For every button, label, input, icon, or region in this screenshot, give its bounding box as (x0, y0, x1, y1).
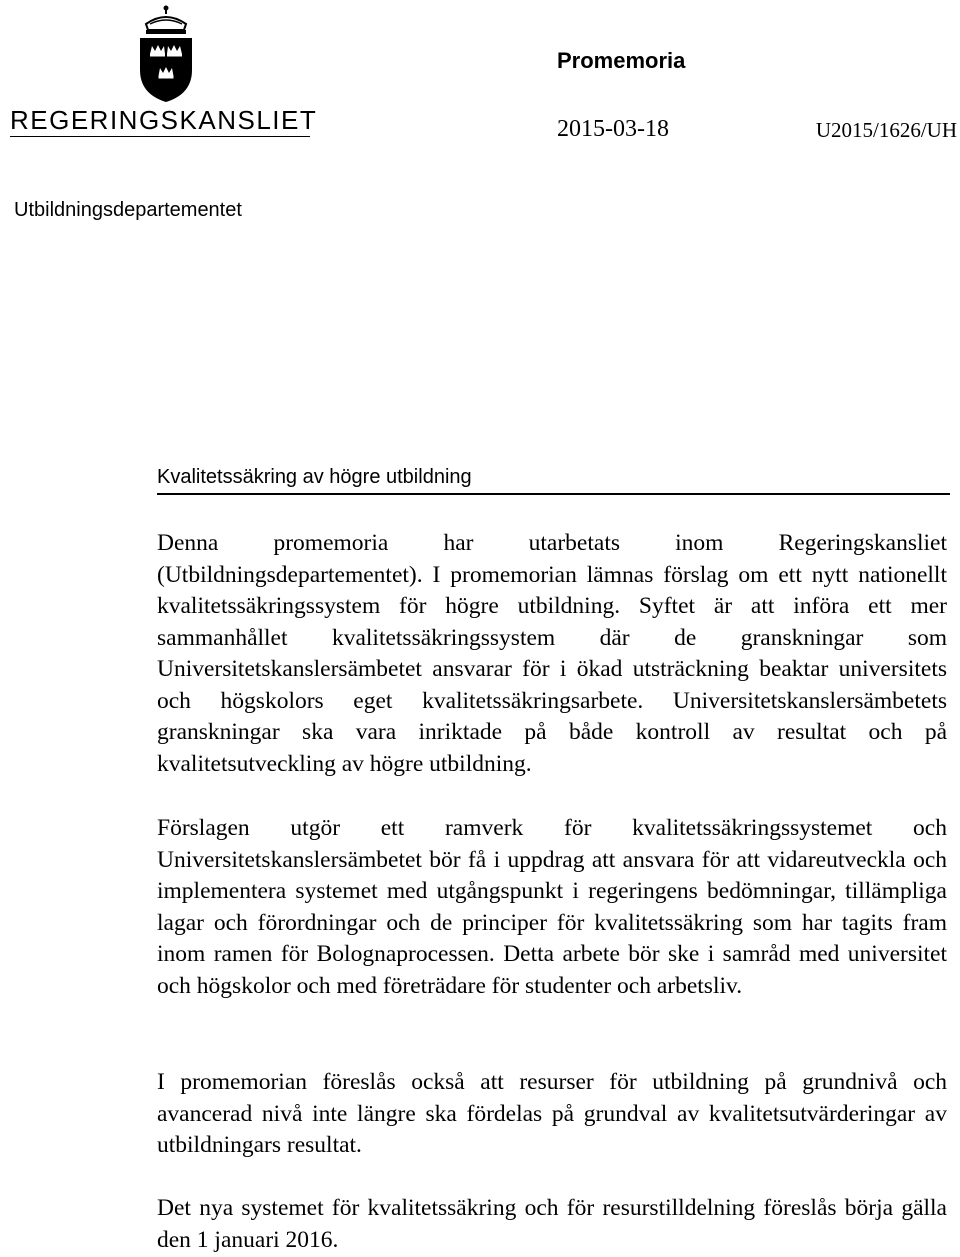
heading-divider (157, 493, 950, 495)
document-type: Promemoria (557, 48, 686, 73)
document-reference: U2015/1626/UH (815, 118, 957, 142)
regeringskansliet-logo (10, 4, 318, 136)
page-title: Kvalitetssäkring av högre utbildning (157, 466, 472, 488)
paragraph-2: Förslagen utgör ett ramverk för kvalitetssäkringssystemet och Universitetskanslersämbetet bör få i uppdrag att ansvara för att vidareutveckla och implementera systemet med utgångspunkt i regeringens bedömningar, tillämpliga lagar och förordningar och de principer för kvalitetssäkring som har tagits fram inom ramen för Bolognaprocessen. Detta arbete bör ske i samråd med universitet och högskolor och med företrädare för studenter och arbetsliv. (157, 815, 947, 999)
logo-divider (10, 136, 310, 137)
paragraph-4: Det nya systemet för kvalitetssäkring och för resurstilldelning föreslås börja gälla den 1 januari 2016. (157, 1195, 947, 1253)
paragraph-1: Denna promemoria har utarbetats inom Regeringskansliet (Utbildningsdepartementet). I promemorian lämnas förslag om ett nytt nationellt kvalitetssäkringssystem för högre utbildning. Syftet är att införa ett mer sammanhållet kvalitetssäkringssystem där de granskningar som Universitetskanslersämbetet ansvarar för i ökad utsträckning beaktar universitets och högskolors eget kvalitetssäkringsarbete. Universitetskanslersämbetets granskningar ska vara inriktade på både kontroll av resultat och på kvalitetsutveckling av högre utbildning. (157, 530, 947, 777)
document-date: 2015-03-18 (557, 116, 669, 142)
department-name: Utbildningsdepartementet (14, 199, 242, 221)
organization-name: REGERINGSKANSLIET (10, 105, 318, 135)
paragraph-3: I promemorian föreslås också att resurser för utbildning på grundnivå och avancerad nivå inte längre ska fördelas på grundval av kvalitetsutvärderingar av utbildningars resultat. (157, 1069, 947, 1158)
swedish-coat-of-arms-icon (128, 4, 204, 104)
